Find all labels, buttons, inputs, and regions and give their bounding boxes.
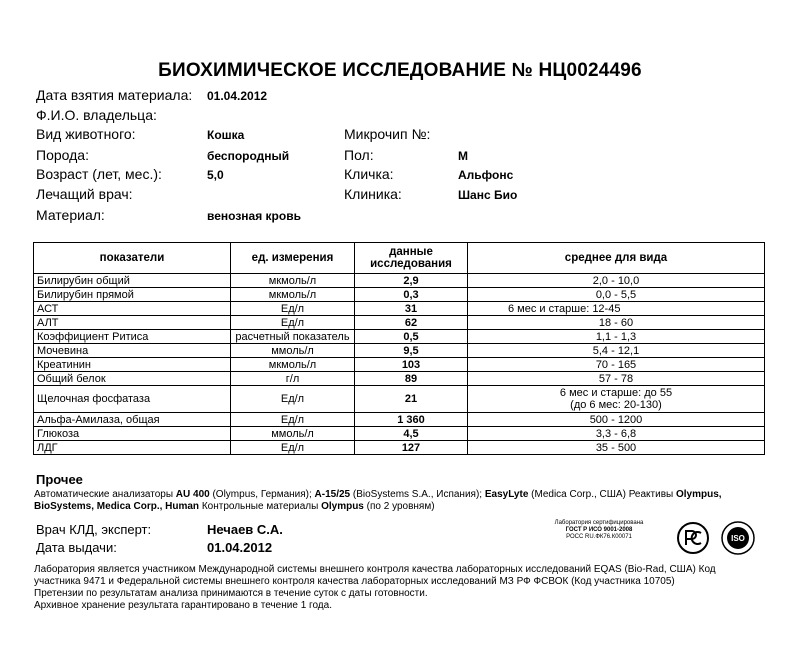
note-line-1: Лаборатория является участником Международной системы внешнего контроля качества лабораторных исследований EQAS (Bio-Rad, США) Код (34, 564, 716, 575)
row-unit: мкмоль/л (231, 274, 355, 288)
certification-stamp (540, 520, 658, 541)
row-value: 1 360 (355, 413, 468, 427)
material-label: Материал: (36, 207, 105, 223)
row-value: 103 (355, 358, 468, 372)
text: EasyLyte (484, 489, 529, 500)
table-row (34, 288, 765, 302)
table-row (34, 427, 765, 441)
row-ref: 500 - 1200 (468, 413, 765, 427)
expert-label: Врач КЛД, эксперт: (36, 522, 152, 537)
svg-text:ISO: ISO (731, 534, 745, 543)
row-ref: 70 - 165 (468, 358, 765, 372)
stamp-line: Лаборатория сертифицирована (554, 520, 644, 526)
clinic-label: Клиника: (344, 186, 402, 202)
row-value: 21 (355, 386, 468, 413)
row-ref: 35 - 500 (468, 441, 765, 455)
material-value: венозная кровь (207, 209, 301, 223)
breed-label: Порода: (36, 147, 89, 163)
row-unit: мкмоль/л (231, 358, 355, 372)
iso-logo-icon (720, 520, 756, 556)
row-unit: Ед/л (231, 302, 355, 316)
row-unit: Ед/л (231, 316, 355, 330)
analyzers-line-2 (34, 501, 435, 513)
row-name: Общий белок (34, 372, 231, 386)
row-value: 89 (355, 372, 468, 386)
sex-label: Пол: (344, 147, 374, 163)
date-label: Дата взятия материала: (36, 87, 193, 103)
table-row (34, 413, 765, 427)
table-row (34, 358, 765, 372)
page-title: БИОХИМИЧЕСКОЕ ИССЛЕДОВАНИЕ № НЦ0024496 (158, 60, 642, 81)
note-line-3: Претензии по результатам анализа принимаются в течение суток с даты готовности. (34, 588, 428, 599)
analyzers-line-1 (34, 489, 722, 501)
text: A-15/25 (314, 489, 351, 500)
table-row (34, 302, 765, 316)
row-value: 0,3 (355, 288, 468, 302)
doctor-label: Лечащий врач: (36, 186, 133, 202)
date-value: 01.04.2012 (207, 89, 268, 103)
row-ref-line1: 6 мес и старше: до 55 (559, 387, 673, 399)
species-value: Кошка (207, 128, 245, 142)
row-ref-line2: (до 6 мес: 20-130) (570, 399, 662, 411)
nickname-value: Альфонс (458, 168, 514, 182)
text: Olympus, (675, 489, 722, 500)
row-ref: 18 - 60 (468, 316, 765, 330)
table-row (34, 274, 765, 288)
row-name: Креатинин (34, 358, 231, 372)
results-table (33, 242, 765, 455)
note-line-4: Архивное хранение результата гарантировано в течение 1 года. (34, 600, 332, 611)
note-line-2: участника 9471 и Федеральной системы внешнего контроля качества лабораторных исследований МЗ РФ ФСВОК (Код участника 10705) (34, 576, 675, 587)
row-name: Билирубин прямой (34, 288, 231, 302)
stamp-line: ГОСТ Р ИСО 9001-2008 (565, 527, 633, 533)
issue-value: 01.04.2012 (207, 540, 273, 555)
row-name: ЛДГ (34, 441, 231, 455)
row-name: Глюкоза (34, 427, 231, 441)
row-value: 31 (355, 302, 468, 316)
row-value: 0,5 (355, 330, 468, 344)
text: (Olympus, Германия); (209, 489, 315, 500)
row-ref: 6 мес и старше: 12-45 (468, 302, 765, 316)
row-ref: 3,3 - 6,8 (468, 427, 765, 441)
owner-label: Ф.И.О. владельца: (36, 107, 157, 123)
text: (Medica Corp., США) Реактивы (528, 489, 676, 500)
species-label: Вид животного: (36, 126, 136, 142)
text: Контрольные материалы (199, 501, 322, 512)
rst-certification-icon (675, 520, 711, 556)
row-unit: г/л (231, 372, 355, 386)
row-unit: мкмоль/л (231, 288, 355, 302)
row-name: АЛТ (34, 316, 231, 330)
breed-value: беспородный (207, 149, 290, 163)
text: BioSystems, Medica Corp., Human (34, 501, 200, 512)
row-value: 9,5 (355, 344, 468, 358)
age-value: 5,0 (207, 168, 224, 182)
row-value: 62 (355, 316, 468, 330)
header-parameter: показатели (34, 243, 231, 274)
clinic-value: Шанс Био (458, 188, 518, 202)
row-unit: Ед/л (231, 441, 355, 455)
header-value: данные исследования (355, 243, 468, 274)
age-label: Возраст (лет, мес.): (36, 166, 162, 182)
row-ref (468, 386, 765, 413)
table-row (34, 441, 765, 455)
row-ref: 0,0 - 5,5 (468, 288, 765, 302)
row-name: Мочевина (34, 344, 231, 358)
row-name: АСТ (34, 302, 231, 316)
table-row (34, 316, 765, 330)
table-row (34, 386, 765, 413)
header-reference: среднее для вида (468, 243, 765, 274)
row-name: Щелочная фосфатаза (34, 386, 231, 413)
row-value: 127 (355, 441, 468, 455)
header-unit: ед. измерения (231, 243, 355, 274)
table-row (34, 344, 765, 358)
row-value: 2,9 (355, 274, 468, 288)
row-unit: Ед/л (231, 386, 355, 413)
table-header-row (34, 243, 765, 274)
row-name: Коэффициент Ритиса (34, 330, 231, 344)
row-name: Билирубин общий (34, 274, 231, 288)
row-ref: 1,1 - 1,3 (468, 330, 765, 344)
row-name: Альфа-Амилаза, общая (34, 413, 231, 427)
text: Olympus (321, 501, 364, 512)
text: Автоматические анализаторы (34, 489, 176, 500)
issue-label: Дата выдачи: (36, 540, 117, 555)
text: AU 400 (175, 489, 210, 500)
row-unit: расчетный показатель (231, 330, 355, 344)
row-ref: 5,4 - 12,1 (468, 344, 765, 358)
table-row (34, 372, 765, 386)
nickname-label: Кличка: (344, 166, 394, 182)
row-ref: 2,0 - 10,0 (468, 274, 765, 288)
row-unit: Ед/л (231, 413, 355, 427)
text: (по 2 уровням) (363, 501, 435, 512)
row-unit: ммоль/л (231, 344, 355, 358)
stamp-line: РОСС RU.ФК76.К00071 (566, 534, 632, 540)
other-section-title: Прочее (36, 472, 83, 487)
sex-value: М (458, 149, 468, 163)
text: (BioSystems S.A., Испания); (350, 489, 485, 500)
expert-value: Нечаев С.А. (207, 522, 283, 537)
row-ref: 57 - 78 (468, 372, 765, 386)
table-row (34, 330, 765, 344)
row-unit: ммоль/л (231, 427, 355, 441)
chip-label: Микрочип №: (344, 126, 431, 142)
row-value: 4,5 (355, 427, 468, 441)
